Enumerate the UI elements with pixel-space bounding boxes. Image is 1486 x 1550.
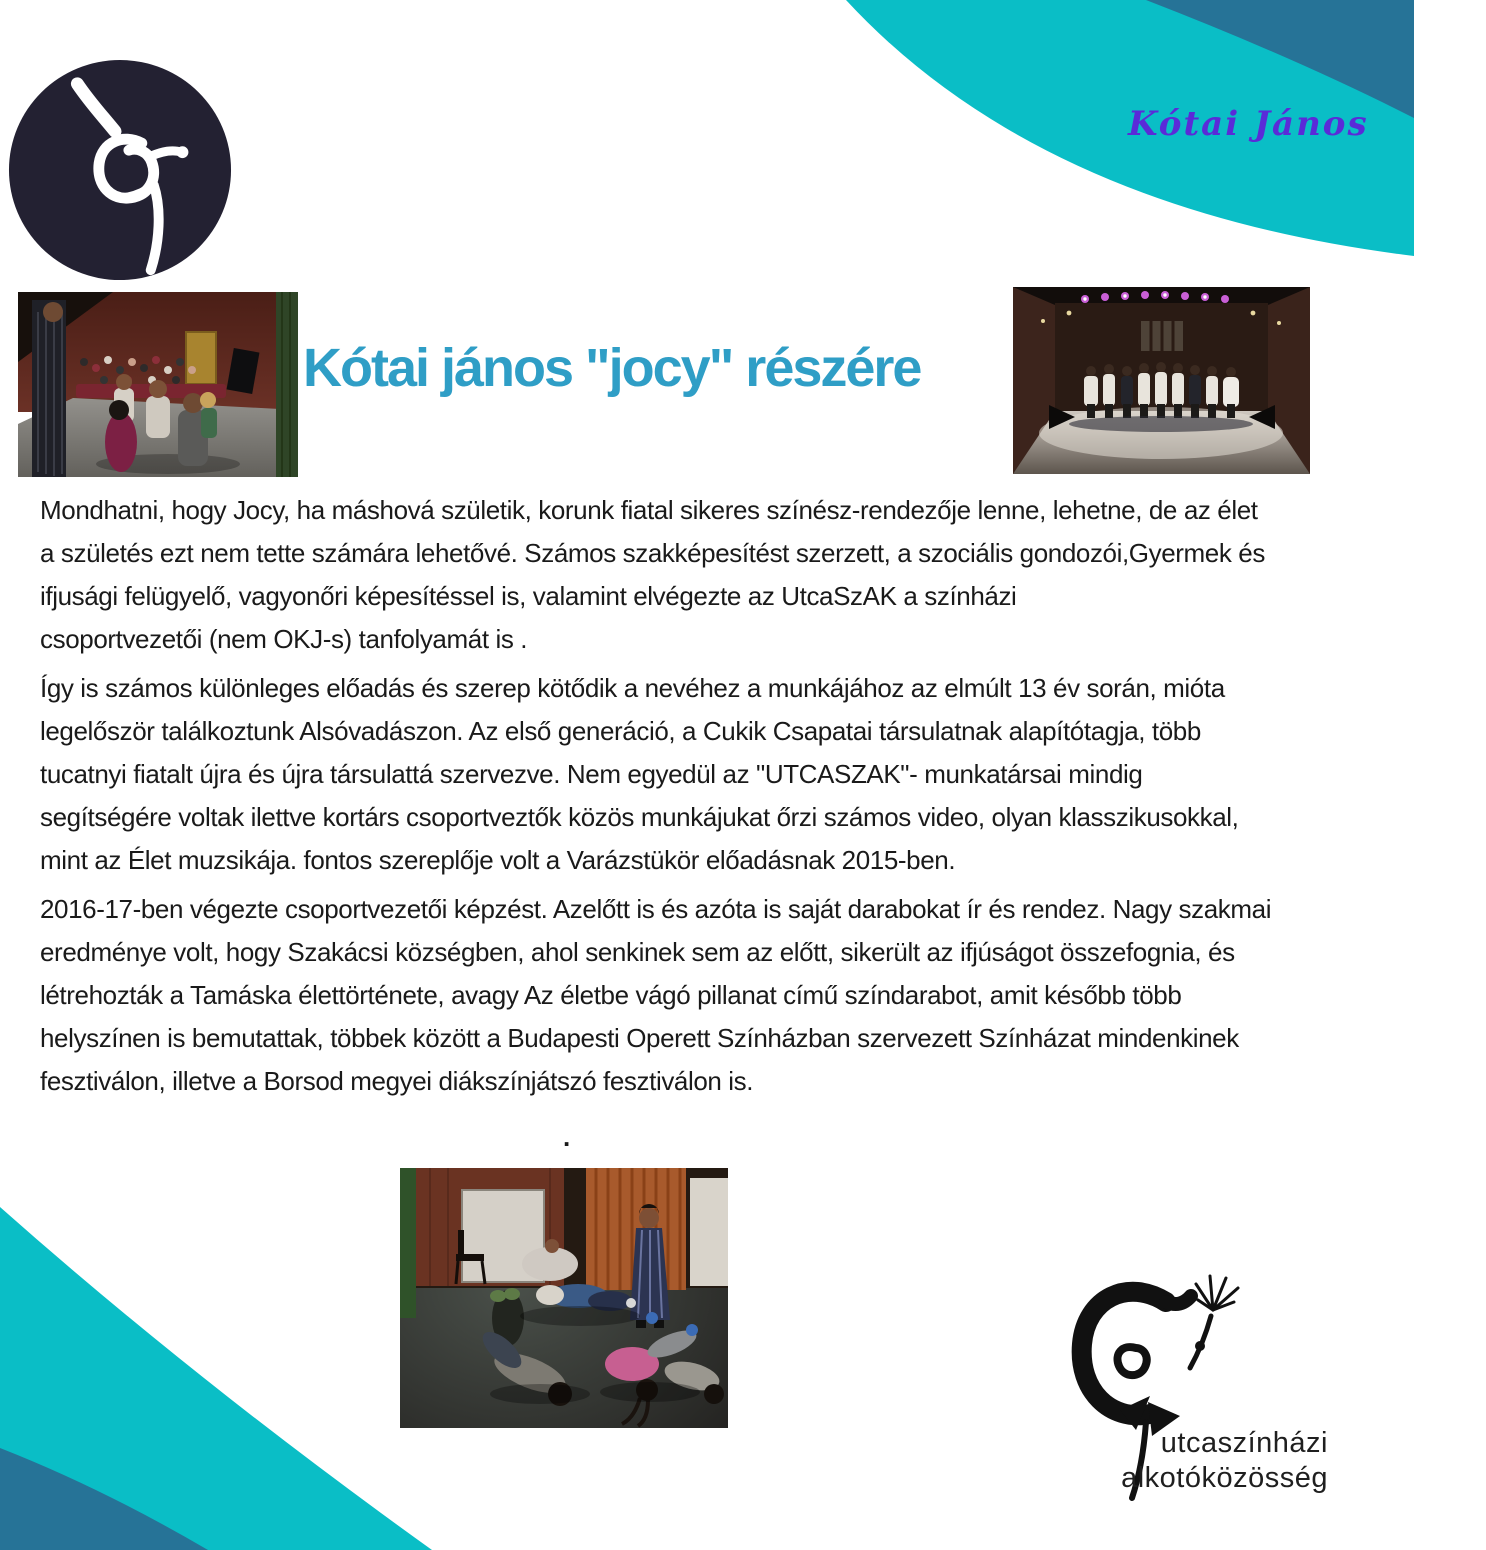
text-line: csoportvezetői (nem OKJ-s) tanfolyamát is . bbox=[40, 624, 528, 654]
paragraph-1 bbox=[40, 489, 1420, 661]
text-line: a születés ezt nem tette számára lehetővé. Számos szakképesítést szerzett, a szociális gondozói,Gyermek és bbox=[40, 538, 1265, 568]
page-title: Kótai jános "jocy" részére bbox=[303, 338, 921, 398]
text-line: segítségére voltak ilettve kortárs csoportveztők közös munkájukat őrzi számos video, olyan klasszikusokkal, bbox=[40, 802, 1239, 832]
stage-audience-photo bbox=[18, 292, 298, 477]
text-line: ifjusági felügyelő, vagyonőri képesítéssel is, valamint elvégezte az UtcaSzAK a színházi bbox=[40, 581, 1017, 611]
text-line: fesztiválon, illetve a Borsod megyei diákszínjátszó fesztiválon is. bbox=[40, 1066, 754, 1096]
paragraph-3 bbox=[40, 888, 1420, 1103]
text-line: eredménye volt, hogy Szakácsi községben, ahol senkinek sem az előtt, sikerült az ifjúságot összefognia, és bbox=[40, 937, 1235, 967]
text-line: legelőször találkoztunk Alsóvadászon. Az első generáció, a Cukik Csapatai társulatnak alapítótagja, több bbox=[40, 716, 1201, 746]
text-line: Mondhatni, hogy Jocy, ha máshová születik, korunk fiatal sikeres színész-rendezője lenne, lehetne, de az élet bbox=[40, 495, 1258, 525]
text-line: létrehozták a Tamáska élettörténete, avagy Az életbe vágó pillanat című színdarabot, amit később több bbox=[40, 980, 1182, 1010]
organization-wordmark bbox=[1121, 1426, 1328, 1496]
stage-lineup-photo bbox=[1013, 287, 1310, 474]
paragraph-2 bbox=[40, 667, 1420, 882]
rehearsal-floor-photo bbox=[400, 1168, 728, 1428]
teal-swoosh-bottom-icon bbox=[0, 1190, 440, 1550]
text-line: Így is számos különleges előadás és szerep kötődik a nevéhez a munkájához az elmúlt 13 év során, mióta bbox=[40, 673, 1225, 703]
dancer-emblem-icon bbox=[6, 58, 234, 286]
organization-name-line2: alkotóközösség bbox=[1121, 1462, 1328, 1494]
text-line: 2016-17-ben végezte csoportvezetői képzést. Azelőtt is és azóta is saját darabokat ír és rendez. Nagy szakmai bbox=[40, 894, 1272, 924]
text-line: mint az Élet muzsikája. fontos szereplője volt a Varázstükör előadásnak 2015-ben. bbox=[40, 845, 956, 875]
stray-period: . bbox=[563, 1122, 571, 1152]
organization-name-line1: utcaszínházi bbox=[1160, 1427, 1328, 1459]
text-line: helyszínen is bemutattak, többek között a Budapesti Operett Színházban szervezett Színházat mindenkinek bbox=[40, 1023, 1239, 1053]
text-line: tucatnyi fiatalt újra és újra társulattá szervezve. Nem egyedül az "UTCASZAK"- munkatársai mindig bbox=[40, 759, 1143, 789]
body-text bbox=[40, 489, 1420, 1109]
handwritten-name: Kótai János bbox=[1128, 104, 1369, 144]
